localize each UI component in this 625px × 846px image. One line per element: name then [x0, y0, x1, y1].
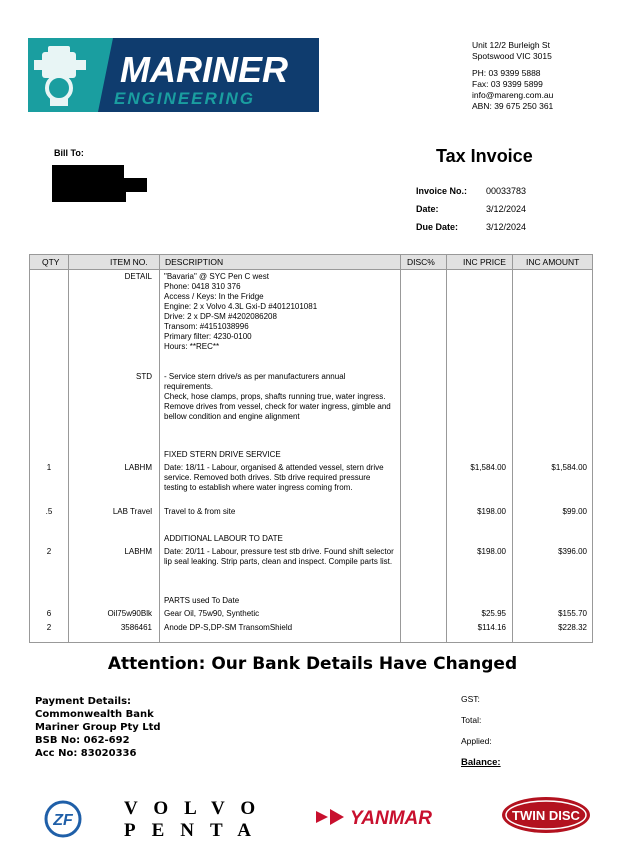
address-line: Unit 12/2 Burleigh St [472, 40, 550, 50]
description: - Service stern drive/s as per manufacturers annual requirements. Check, hose clamps, props, shafts running true, water ingress. Remove drives from vessel, check for water ingress, gimble and bellow condition and engine alignment [164, 372, 391, 421]
description: Gear Oil, 75w90, Synthetic [164, 609, 260, 618]
bsb-number: BSB No: 062-692 [35, 735, 130, 746]
due-date-label: Due Date: [416, 222, 459, 232]
balance-label: Balance: [461, 757, 501, 768]
inc-amount: $1,584.00 [551, 463, 587, 472]
logo-main-text: MARINER [120, 49, 288, 90]
item-no: DETAIL [124, 272, 152, 281]
volvo-text: VOLVO [124, 798, 272, 819]
document-title: Tax Invoice [436, 146, 533, 166]
item-no: LAB Travel [112, 507, 152, 516]
qty: 2 [46, 623, 52, 632]
svg-text:YANMAR: YANMAR [350, 808, 432, 829]
section-heading: PARTS used To Date [164, 596, 240, 605]
inc-price: $25.95 [481, 609, 506, 618]
svg-text:ZF: ZF [53, 812, 73, 829]
item-no: STD [136, 372, 152, 381]
fax-line: Fax: 03 9399 5899 [472, 79, 543, 89]
header-disc: DISC% [407, 257, 435, 267]
inc-price: $114.16 [477, 623, 506, 632]
account-number: Acc No: 83020336 [35, 748, 137, 759]
item-no: LABHM [124, 463, 152, 472]
account-name: Mariner Group Pty Ltd [35, 722, 161, 733]
yanmar-logo [314, 805, 468, 829]
mariner-logo [28, 38, 319, 112]
bank-change-notice: Attention: Our Bank Details Have Changed [107, 654, 518, 674]
description: "Bavaria" @ SYC Pen C west Phone: 0418 310 376 Access / Keys: In the Fridge Engine: 2 x Volvo 4.3L Gxi-D #4012101081 Drive: 2 x DP-SM #4202086208 Transom: #4151038996 Primary filter: 4230-0100 Hours: **REC** [164, 272, 318, 351]
abn-line: ABN: 39 675 250 361 [472, 101, 554, 111]
email-line: info@mareng.com.au [472, 90, 554, 100]
gst-label: GST: [461, 694, 480, 704]
invoice-meta [416, 182, 526, 236]
section-heading: FIXED STERN DRIVE SERVICE [164, 450, 281, 459]
twin-disc-logo [500, 795, 592, 835]
section-heading: ADDITIONAL LABOUR TO DATE [164, 534, 283, 543]
qty: 1 [46, 463, 52, 472]
description: Travel to & from site [164, 507, 236, 516]
applied-label: Applied: [461, 736, 492, 746]
inc-price: $1,584.00 [470, 463, 506, 472]
payment-details [35, 695, 161, 760]
description: Date: 20/11 - Labour, pressure test stb drive. Found shift selector lip seal leaking. Strip parts, clean and inspect. Compile parts list. [164, 547, 394, 566]
qty: .5 [45, 507, 53, 516]
company-address [472, 40, 553, 112]
description: Date: 18/11 - Labour, organised & attended vessel, stern drive service. Removed both drives. Stb drive required pressure testing to establish where water ingress coming from. [164, 463, 384, 492]
date-value: 3/12/2024 [486, 204, 527, 214]
bill-to-label: Bill To: [54, 148, 84, 158]
invoice-no-label: Invoice No.: [416, 186, 468, 196]
header-inc-price: INC PRICE [463, 257, 506, 267]
redaction-block [52, 165, 124, 179]
table-header [30, 255, 592, 270]
inc-amount: $228.32 [558, 623, 587, 632]
total-label: Total: [461, 715, 482, 725]
inc-price: $198.00 [477, 547, 506, 556]
date-label: Date: [416, 204, 439, 214]
bank-name: Commonwealth Bank [35, 709, 154, 720]
zf-logo [44, 800, 82, 838]
penta-text: PENTA [124, 820, 267, 841]
totals-block [461, 694, 501, 778]
header-description: DESCRIPTION [165, 257, 224, 267]
header-qty: QTY [42, 257, 60, 267]
header-item-no: ITEM NO. [110, 257, 148, 267]
qty: 2 [46, 547, 52, 556]
redaction-block [52, 190, 126, 202]
logo-sub-text: ENGINEERING [114, 89, 256, 108]
item-no: Oil75w90Blk [107, 609, 152, 618]
inc-price: $198.00 [477, 507, 506, 516]
header-inc-amount: INC AMOUNT [526, 257, 580, 267]
qty: 6 [46, 609, 52, 618]
inc-amount: $155.70 [558, 609, 587, 618]
inc-amount: $99.00 [562, 507, 587, 516]
item-no: LABHM [124, 547, 152, 556]
description: Anode DP-S,DP-SM TransomShield [164, 623, 293, 632]
svg-text:TWIN DISC: TWIN DISC [512, 808, 580, 823]
address-line: Spotswood VIC 3015 [472, 51, 552, 61]
phone-line: PH: 03 9399 5888 [472, 68, 541, 78]
inc-amount: $396.00 [558, 547, 587, 556]
invoice-no-value: 00033783 [486, 186, 527, 196]
item-no: 3586461 [120, 623, 152, 632]
payment-heading: Payment Details: [35, 696, 132, 707]
due-date-value: 3/12/2024 [486, 222, 527, 232]
volvo-penta-logo [124, 798, 276, 842]
line-items-table [29, 254, 593, 643]
